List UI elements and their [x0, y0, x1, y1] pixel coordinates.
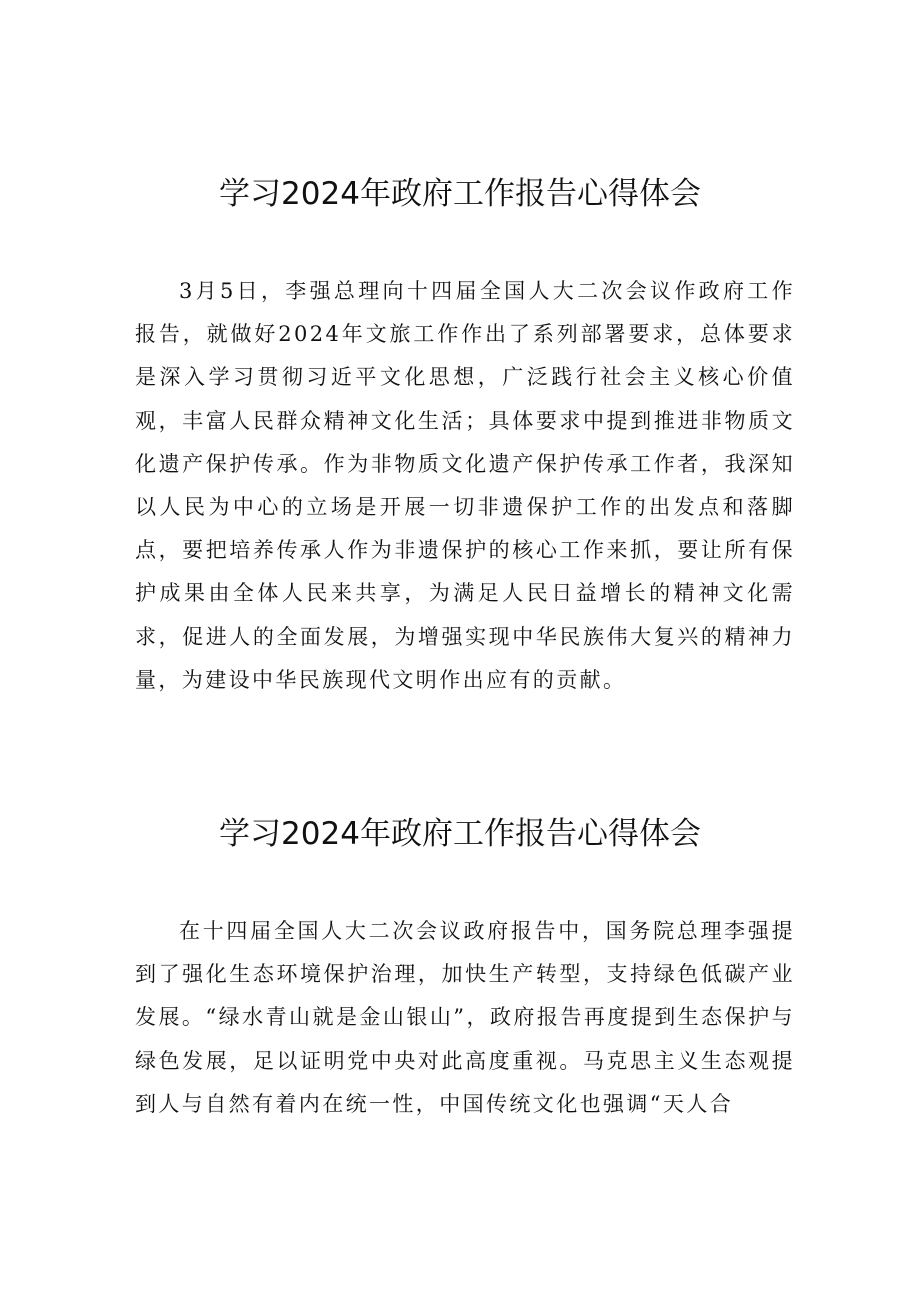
section-paragraph: 在十四届全国人大二次会议政府报告中，国务院总理李强提到了强化生态环境保护治理，加快生产转型，支持绿色低碳产业发展。“绿水青山就是金山银山”，政府报告再度提到生态保护与绿色发展，足以证明党中央对此高度重视。马克思主义生态观提到人与自然有着内在统一性，中国传统文化也强调“天人合 [135, 919, 795, 1116]
section-title: 学习2024年政府工作报告心得体会 [219, 816, 701, 852]
section-title: 学习2024年政府工作报告心得体会 [219, 176, 701, 212]
section-paragraph: 3月5日，李强总理向十四届全国人大二次会议作政府工作报告，就做好2024年文旅工作作出了系列部署要求，总体要求是深入学习贯彻习近平文化思想，广泛践行社会主义核心价值观，丰富人民群众精神文化生活；具体要求中提到推进非物质文化遗产保护传承。作为非物质文化遗产保护传承工作者，我深知以人民为中心的立场是开展一切非遗保护工作的出发点和落脚点，要把培养传承人作为非遗保护的核心工作来抓，要让所有保护成果由全体人民来共享，为满足人民日益增长的精神文化需求，促进人的全面发展，为增强实现中华民族伟大复兴的精神力量，为建设中华民族现代文明作出应有的贡献。 [135, 279, 795, 692]
